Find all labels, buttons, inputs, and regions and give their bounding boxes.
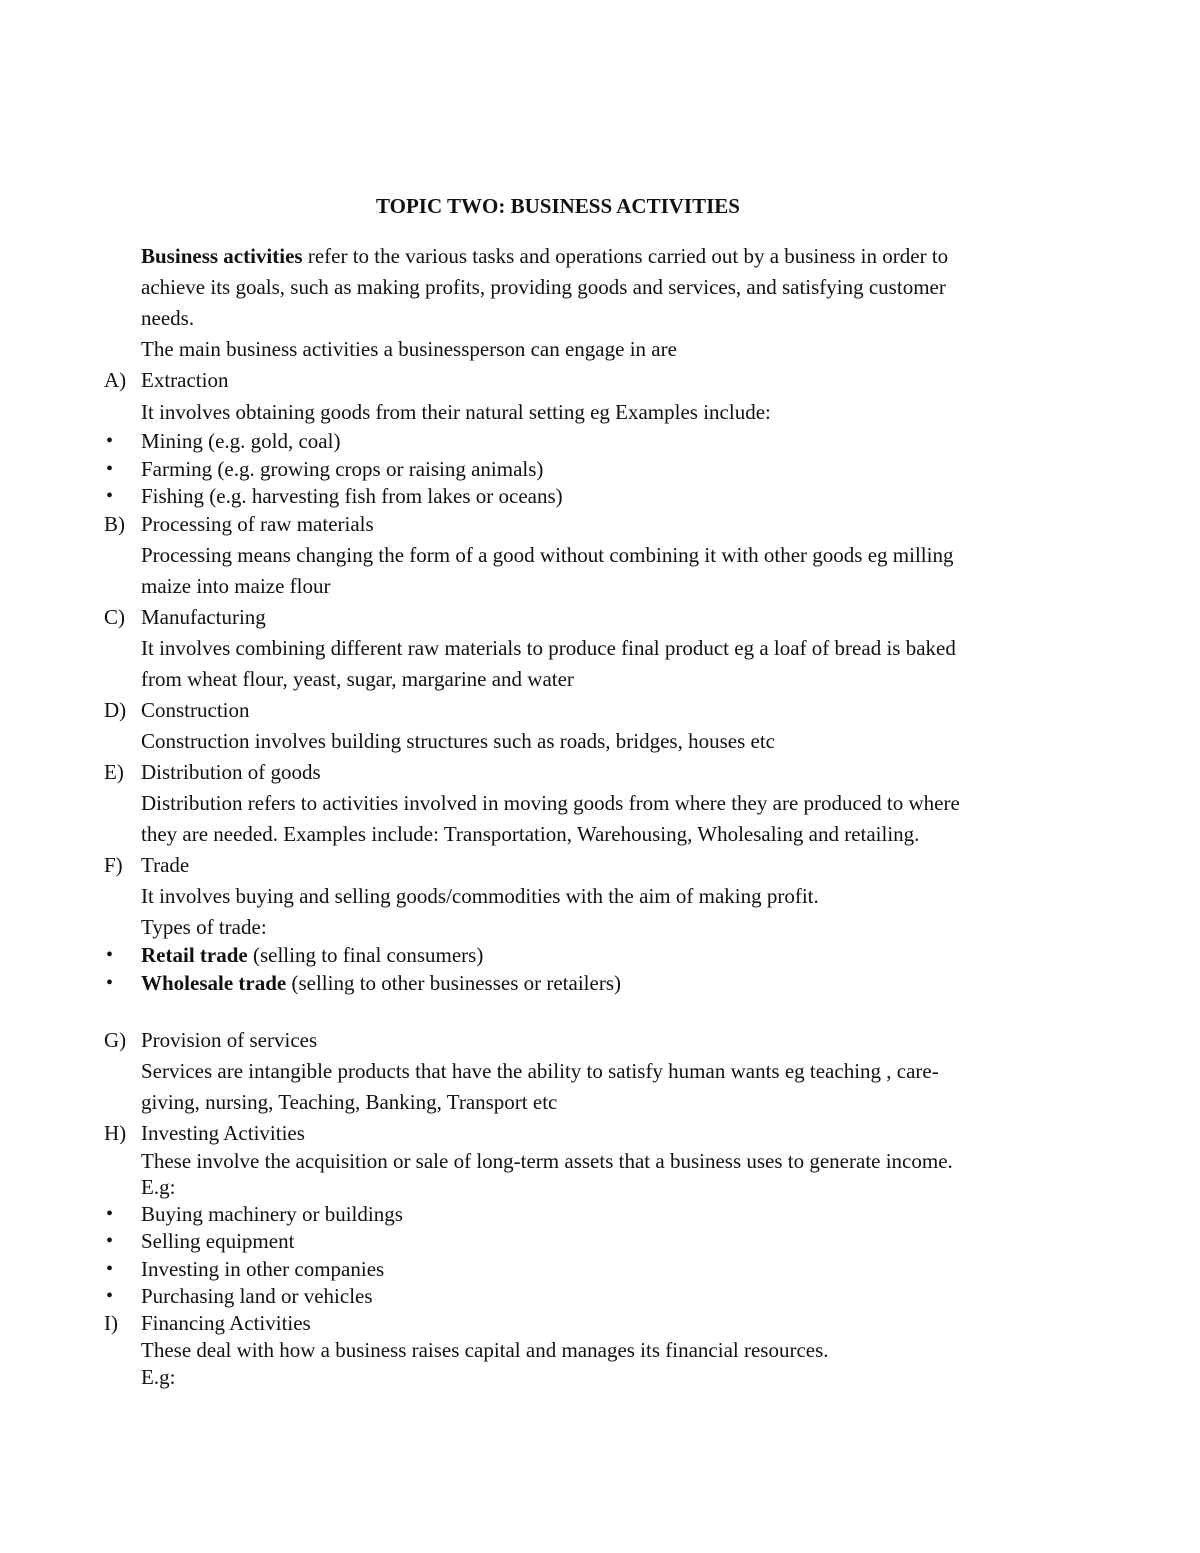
bullet-icon: •	[106, 430, 114, 452]
section-description: Construction involves building structures such as roads, bridges, houses etc	[141, 729, 775, 753]
section-marker: A)	[104, 368, 127, 392]
section-description: E.g:	[141, 1175, 176, 1199]
list-item	[141, 970, 621, 996]
bullet-icon: •	[106, 944, 114, 966]
intro-line-2: achieve its goals, such as making profits, providing goods and services, and satisfying customer	[141, 275, 946, 299]
section-description: Distribution refers to activities involved in moving goods from where they are produced to where	[141, 791, 960, 815]
section-marker: C)	[104, 605, 125, 629]
list-item-text: (selling to other businesses or retailers)	[286, 971, 621, 995]
bullet-icon: •	[106, 1230, 114, 1252]
bullet-icon: •	[106, 458, 114, 480]
section-heading: Investing Activities	[141, 1121, 305, 1145]
section-description: E.g:	[141, 1365, 176, 1389]
intro-term: Business activities	[141, 244, 303, 268]
section-heading: Distribution of goods	[141, 760, 321, 784]
section-description: Processing means changing the form of a good without combining it with other goods eg milling	[141, 543, 954, 567]
list-item: Selling equipment	[141, 1229, 295, 1253]
section-heading: Financing Activities	[141, 1311, 311, 1335]
section-description: maize into maize flour	[141, 574, 331, 598]
section-heading: Provision of services	[141, 1028, 318, 1052]
section-marker: H)	[104, 1121, 127, 1145]
list-item: Buying machinery or buildings	[141, 1202, 403, 1226]
list-item-text: (selling to final consumers)	[247, 943, 484, 967]
section-heading: Processing of raw materials	[141, 512, 374, 536]
list-item: Farming (e.g. growing crops or raising animals)	[141, 457, 544, 481]
bullet-icon: •	[106, 1258, 114, 1280]
page-title: TOPIC TWO: BUSINESS ACTIVITIES	[376, 194, 740, 218]
section-marker: E)	[104, 760, 124, 784]
list-item-term: Retail trade	[141, 943, 248, 967]
section-heading: Construction	[141, 698, 250, 722]
list-item: Mining (e.g. gold, coal)	[141, 429, 341, 453]
list-item	[141, 942, 483, 968]
bullet-icon: •	[106, 1203, 114, 1225]
section-heading: Trade	[141, 853, 190, 877]
section-description: It involves buying and selling goods/commodities with the aim of making profit.	[141, 884, 819, 908]
section-description: It involves obtaining goods from their natural setting eg Examples include:	[141, 400, 771, 424]
section-marker: I)	[104, 1311, 118, 1335]
intro-line-4: The main business activities a businessperson can engage in are	[141, 337, 677, 361]
section-marker: B)	[104, 512, 125, 536]
section-description: These involve the acquisition or sale of long-term assets that a business uses to generate income.	[141, 1149, 953, 1173]
section-description: Services are intangible products that have the ability to satisfy human wants eg teaching , care-	[141, 1059, 939, 1083]
section-marker: F)	[104, 853, 123, 877]
bullet-icon: •	[106, 972, 114, 994]
section-description: It involves combining different raw materials to produce final product eg a loaf of bread is baked	[141, 636, 956, 660]
section-marker: G)	[104, 1028, 127, 1052]
section-marker: D)	[104, 698, 127, 722]
list-item: Fishing (e.g. harvesting fish from lakes or oceans)	[141, 484, 563, 508]
section-description: giving, nursing, Teaching, Banking, Transport etc	[141, 1090, 558, 1114]
section-description: These deal with how a business raises capital and manages its financial resources.	[141, 1338, 829, 1362]
intro-line-1	[141, 243, 948, 269]
section-description: from wheat flour, yeast, sugar, margarine and water	[141, 667, 574, 691]
intro-text: refer to the various tasks and operations carried out by a business in order to	[302, 244, 949, 268]
section-description: Types of trade:	[141, 915, 267, 939]
section-heading: Extraction	[141, 368, 229, 392]
list-item-term: Wholesale trade	[141, 971, 287, 995]
list-item: Investing in other companies	[141, 1257, 385, 1281]
bullet-icon: •	[106, 1285, 114, 1307]
section-description: they are needed. Examples include: Transportation, Warehousing, Wholesaling and retailing.	[141, 822, 920, 846]
section-heading: Manufacturing	[141, 605, 266, 629]
list-item: Purchasing land or vehicles	[141, 1284, 373, 1308]
intro-line-3: needs.	[141, 306, 195, 330]
bullet-icon: •	[106, 485, 114, 507]
